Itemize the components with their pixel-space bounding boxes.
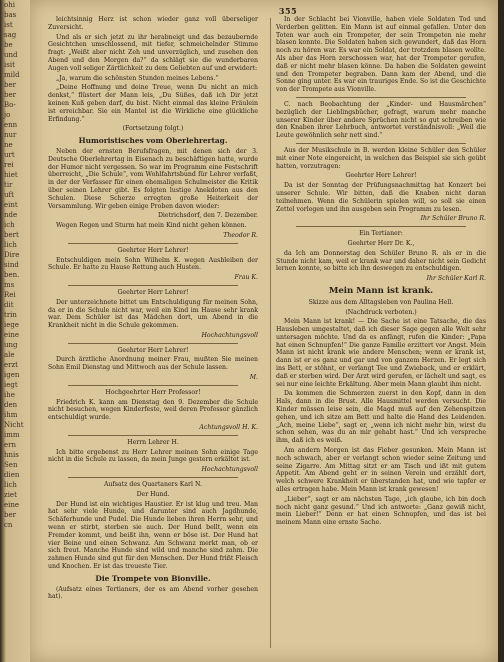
paragraph: „Ja, warum die schönsten Stunden meines Lebens.“ (56, 74, 219, 82)
article-heading: Mein Mann ist krank. (328, 285, 434, 296)
paragraph: „Lieber“, sagt er am nächsten Tage, „ich glaube, ich bin doch noch nicht ganz gesund.“ Und ich antworte: „Ganz gewiß nicht, mein Lieber!“ Denn er hat einen Schnupfen, und das ist bei meinem Mann eine ernste Sache. (276, 495, 486, 527)
margin-fragment: Dire (4, 251, 20, 259)
centered-line: Hochgeehrter Herr Professor! (105, 388, 201, 396)
paragraph: Der unterzeichnete bittet um Entschuldigung für meinen Sohn, da er in die Schule nicht war, weil ein Kind im Hause sehr krank war. Dem Schüler ist das Mädchen dort, um Abend in die Krankheit nicht in die Schule gekommen. (48, 298, 258, 330)
signature: Hochachtungsvoll (201, 331, 258, 339)
separator-rule (68, 285, 238, 286)
margin-fragment: hnis (4, 451, 19, 459)
signature: M. (249, 374, 258, 382)
dateline: Dietrichsdorf, den 7. Dezember. (157, 212, 258, 220)
margin-fragment: eint (4, 201, 18, 209)
margin-fragment: ern (4, 441, 16, 449)
margin-fragment: erzt (4, 361, 18, 369)
margin-fragment: eine (4, 331, 20, 339)
margin-fragment: lich (4, 241, 17, 249)
centered-line: Skizze aus dem Alltagsleben von Paulina Hell. (308, 298, 454, 306)
centered-line: Der Hund. (136, 490, 170, 498)
binding-edge (498, 0, 504, 662)
margin-fragment: cn (4, 521, 13, 529)
previous-page-margin (0, 0, 30, 662)
margin-fragment: bas (4, 11, 17, 19)
margin-fragment: bert (4, 231, 19, 239)
margin-fragment: Sen (4, 461, 18, 469)
paragraph: Da kommen die Schmerzen zuerst in den Kopf, dann in den Hals, dann in die Brust. Alle Hausmittel werden versucht. Die Kinder müssen leise sein, die Magd muß auf den Zehenspitzen gehen, und ich sitze am Bett und halte die Hand des Leidenden. „Ach, meine Liebe“, sagt er, „wenn ich nicht mehr bin, wirst du schon sehen, was du an mir gehabt hast.“ Und ich verspreche ihm, daß ich es weiß. (276, 390, 486, 445)
margin-fragment: sag (4, 31, 17, 39)
paragraph: Neben der ernsten Berufsfragen, mit denen sich der 3. Deutsche Oberlehrertag in Eisenach zu beschäftigen hatte, wurde der Humor nicht vergessen. So war im Programm eine Festschrift überreicht, „Die Schule“, vom Wohlfahrtsbund für Lehrer verfaßt, in der der Verfasser für einen ehemaligen Schulmeister die Kritik über seinen Lehrer gibt. Es folgten lustige Anekdoten aus den Schulen. Diese Scherze erregten große Heiterkeit der Versammlung. Wir geben einige Proben davon wieder: (48, 147, 258, 210)
page-number: 355 (278, 6, 298, 16)
margin-fragment: be (4, 41, 13, 49)
margin-fragment: ich (4, 221, 15, 229)
margin-fragment: eine (4, 501, 20, 509)
margin-fragment: Nicht (4, 421, 24, 429)
margin-fragment: rei (4, 161, 14, 169)
margin-fragment: enn (4, 121, 18, 129)
signature: Ihr Schüler Bruno R. (420, 215, 486, 223)
paragraph: „Deine Hoffnung und deine Treue, wenn Du nicht an mich denkst,“ flüstert der Mann leis, „Du Süßes, daß ich Dir jetzt keinen Kuß geben darf, du bist. Nicht einmal das kleine Fräulein ist erreichbar. Sie ein Mantel ist die Wirkliche eine glückliche Erfindung.“ (48, 84, 258, 123)
margin-fragment: uft (4, 191, 14, 199)
margin-fragment: urt (4, 151, 15, 159)
margin-fragment: trin (4, 311, 17, 319)
paragraph: Da ist der Sonntag der Prüfungsnachmittag hat Konzert bei unserer Schule. Wir bitten, daß die Knaben nicht daran teilnehmen. Wenn die Schülerin spielen will, so soll sie einen Zettel vorlegen und ihn ausgeben sein Programm zu lesen. (276, 182, 486, 213)
centered-line: Geehrter Herr Lehrer! (345, 172, 417, 180)
separator-rule (68, 477, 238, 478)
margin-fragment: tir (4, 181, 13, 189)
margin-fragment: Bo- (4, 101, 16, 109)
column-divider (270, 18, 271, 648)
paragraph: leichtsinnig Herz ist schon wieder ganz voll überseliger Zuversicht. (48, 16, 258, 31)
separator-rule (296, 143, 466, 144)
paragraph: In der Schlacht bei Vionville, haben viele Soldaten Tod und Verderben gelitten. Ein Mann ist auf einmal gefallen. Unter den Toten war auch ein Trompeter, der sein Trompeten nie mehr blasen konnte. Die Soldaten haben sich gewundert, daß das Horn noch zu hören war. Es war ein Soldat, der trotzdem blasen wollte. Als aber das Horn zerschossen war, hat der Trompeter gerufen, daß er nicht mehr blasen könne. Da haben die Soldaten geweint und den Trompeter begraben. Dann kam der Abend, und die Sonne ging unter. Es war ein trauriges Ende. So ist die Geschichte von der Trompete aus Vionville. (276, 16, 486, 94)
margin-fragment: ber (4, 81, 16, 89)
paragraph: Entschuldigen mein Sohn Wilhelm K. wegen Ausbleiben der Schule. Er hatte zu Hause Rettung auch Husten. (48, 256, 258, 272)
separator-rule (68, 243, 238, 244)
margin-fragment: nur (4, 131, 17, 139)
margin-fragment: ist (4, 21, 13, 29)
signature: Theodor R. (223, 231, 258, 239)
margin-fragment: ohi (4, 1, 15, 9)
margin-text-fragments (0, 0, 30, 530)
margin-fragment: jo (4, 111, 11, 119)
margin-fragment: ihm (4, 411, 18, 419)
paragraph: (Aufsatz eines Tertianers, der es am Abend vorher gesehen hat). (48, 585, 258, 601)
margin-fragment: mild (4, 71, 20, 79)
margin-fragment: ne (4, 141, 13, 149)
centered-line: (Fortsetzung folgt.) (122, 125, 184, 133)
paragraph: Und als er sich jetzt zu ihr herabneigt und das bezaubernde Gesichtchen umschlossend, mit tiefer, schmeichelnder Stimme fragt: „Weißt aber nicht Zeh und unverzüglich, und zusehen den Abend und den Morgen da?“ da schlägt sie die wunderbaren Augen voll seliger Zärtlichkeit zu dem Geliebten auf und erwidert: (48, 33, 258, 72)
margin-fragment: ber (4, 511, 16, 519)
centered-line: Herrn Lehrer H. (127, 438, 179, 446)
centered-line: Ein Tertianer: (359, 230, 403, 238)
margin-fragment: Rei (4, 291, 16, 299)
signature: Ihr Schüler Karl R. (426, 275, 486, 283)
centered-line: Geehrter Herr Lehrer! (117, 288, 189, 296)
margin-fragment: igen (4, 371, 20, 379)
centered-line: Geehrter Herr Dr. K., (347, 239, 415, 247)
separator-rule (68, 385, 238, 386)
margin-fragment: imm (4, 431, 20, 439)
margin-fragment: ms (4, 281, 15, 289)
centered-line: Aufsatz des Quartaners Karl N. (104, 481, 202, 489)
separator-rule (68, 343, 238, 344)
centered-line: Geehrter Herr Lehrer! (117, 346, 189, 354)
separator-rule (296, 97, 466, 98)
margin-fragment: isit (4, 61, 15, 69)
margin-fragment: ihe (4, 391, 15, 399)
paragraph: Ich bitte ergebenst zu Herr Lehrer meinen Sohn einige Tage nicht in die Schule zu lassen, da mein Junge gestern erkältet ist. (48, 448, 258, 464)
paragraph: Aus der Musikschule in B. werden kleine Schüler den Schüler mit einer Note eingereicht, in welchen das Beispiel sie sich geübt hatten, vorzutragen: (276, 146, 486, 170)
paragraph: Mein Mann ist krank! — Die Sache ist eine Tatsache, die das Hausleben umgestaltet, daß ich dieser Sage gegen alle Welt sehr untersagen möchte. Und da es anfängt, rufen die Kinder: „Papa hat einen Schnupfen!“ Die ganze Familie erzittert vor Angst. Mein Mann ist nicht krank wie andere Menschen; wenn er krank ist, dann ist er es ganz und gar und von ganzem Herzen. Er legt sich ins Bett, er stöhnt, er verlangt Tee und Zwieback, und er erklärt, daß er sterben wird. Der Arzt wird gerufen, er lächelt und sagt, es sei nur eine leichte Erkältung. Aber mein Mann glaubt ihm nicht. (276, 318, 486, 388)
margin-fragment: iege (4, 321, 20, 329)
margin-fragment: lich (4, 481, 17, 489)
paragraph: Friedrich K. kann am Dienstag den 9. Dezember die Schule nicht besuchen, wegen Kinderfeste, weil deren Professor gänzlich entschuldigt wurde. (48, 398, 258, 422)
right-column (276, 16, 486, 656)
margin-fragment: ale (4, 351, 15, 359)
margin-fragment: den (4, 401, 18, 409)
section-heading: Die Trompete von Bionville. (95, 573, 211, 583)
margin-fragment: und (4, 51, 18, 59)
margin-fragment: hiet (4, 171, 18, 179)
signature: Hochachtungsvoll (201, 466, 258, 474)
section-heading: Humoristisches vom Oberlehrertag. (78, 136, 228, 146)
paragraph: Am andern Morgen ist das Fieber gesunken. Mein Mann ist noch schwach, aber er verlangt schon wieder seine Zeitung und seine Zigarre. Am Mittag sitzt er am Tisch und ißt mit gutem Appetit. Am Abend geht er in seinen Verein und erzählt dort, welch schwere Krankheit er überstanden hat, und wie tapfer er alles ertragen habe. Mein Mann ist krank gewesen! (276, 447, 486, 494)
centered-line: (Nachdruck verboten.) (345, 308, 417, 316)
paragraph: da Ich am Donnerstag den Schüler Bruno R. als er in die Stunde nicht kam, weil er krank war und daher nicht sein Gedicht lernen konnte, so bitte ich ihn deswegen zu entschuldigen. (276, 249, 486, 273)
signature: Frau K. (234, 274, 258, 282)
margin-fragment: nde (4, 211, 18, 219)
margin-fragment: ung (4, 341, 18, 349)
margin-fragment: dit (4, 301, 14, 309)
margin-fragment: iegt (4, 381, 18, 389)
left-column (48, 16, 258, 656)
paragraph: Durch ärztliche Anordnung meiner Frau, mußten Sie meinen Sohn Emil Dienstag und Mittwoch aus der Schule lassen. (48, 356, 258, 372)
margin-fragment: ziet (4, 491, 17, 499)
paragraph: Der Hund ist ein wichtiges Haustier. Er ist klug und treu. Man hat sehr viele Hunde, und darunter sind auch Jagdhunde, Schäferhunde und Pudel. Die Hunde lieben ihren Herrn sehr, und wenn er stirbt, sterben sie auch. Der Hund bellt, wenn ein Fremder kommt, und beißt ihn, wenn er böse ist. Der Hund hat vier Beine und einen Schwanz. Am Schwanz merkt man, ob er sich freut. Manche Hunde sind wild und manche sind zahm. Die zahmen Hunde sind gut für den Menschen. Der Hund frißt Fleisch und Knochen. Er ist das treueste Tier. (48, 500, 258, 571)
signature: Achtungsvoll H. K. (199, 424, 258, 432)
paragraph: C. nach Beobachtung der „Kinder- und Hausmärchen“ bezüglich der Lieblingsbücher, gefragt, warum mehr manche unserer Kinder über andere Sprüchen nicht so gut schreiben wie den Knaben ihrer Lehrbuch, antwortet verständnisvoll: „Weil die Leute gewöhnlich sehr nett sind.“ (276, 100, 486, 140)
paragraph: Wegen Regen und Sturm hat mein Kind nicht gehen können. (56, 222, 247, 230)
centered-line: Geehrter Herr Lehrer! (117, 246, 189, 254)
margin-fragment: ber (4, 91, 16, 99)
margin-fragment: ben. (4, 271, 20, 279)
margin-fragment: sind (4, 261, 19, 269)
separator-rule (68, 435, 238, 436)
separator-rule (296, 226, 466, 227)
newspaper-page (30, 0, 498, 662)
margin-fragment: dien (4, 471, 20, 479)
